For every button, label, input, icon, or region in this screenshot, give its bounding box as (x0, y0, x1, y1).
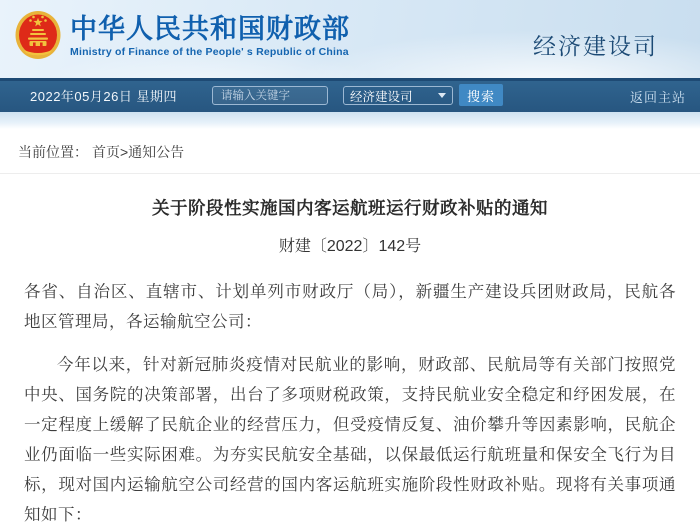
search-input[interactable] (212, 86, 328, 105)
breadcrumb (0, 129, 700, 174)
brand-text (70, 14, 350, 58)
current-date: 2022年05月26日 星期四 (30, 88, 177, 104)
department-name: 经济建设司 (533, 33, 658, 59)
breadcrumb-label: 当前位置： (18, 144, 88, 160)
chevron-down-icon (438, 93, 446, 98)
site-title-chinese: 中华人民共和国财政部 (70, 14, 350, 44)
site-title-english: Ministry of Finance of the People' s Republic of China (70, 46, 349, 58)
site-header (0, 0, 700, 78)
document-number: 财建〔2022〕142号 (278, 238, 422, 255)
toolbar (0, 78, 700, 112)
body-paragraph: 今年以来，针对新冠肺炎疫情对民航业的影响，财政部、民航局等有关部门按照党中央、国务院的决策部署，出台了多项财税政策，支持民航业安全稳定和纾困发展，在一定程度上缓解了民航企业的经营压力，但受疫情反复、油价攀升等因素影响，民航企业仍面临一些实际困难。为夯实民航安全基础，以保最低运行航班量和保安全飞行为目标，现对国内运输航空公司经营的国内客运航班实施阶段性财政补贴。现将有关事项通知如下： (24, 356, 676, 523)
search-button[interactable]: 搜索 (459, 84, 503, 106)
sky-strip (0, 112, 700, 129)
category-select-value: 经济建设司 (350, 89, 413, 104)
notice-document (0, 195, 700, 523)
category-select[interactable] (343, 86, 453, 105)
national-emblem-icon (14, 10, 62, 62)
ministry-brand (14, 10, 350, 62)
breadcrumb-path[interactable]: 首页>通知公告 (92, 144, 185, 160)
notice-title: 关于阶段性实施国内客运航班运行财政补贴的通知 (152, 198, 548, 218)
salutation-paragraph: 各省、自治区、直辖市、计划单列市财政厅（局），新疆生产建设兵团财政局，民航各地区管理局，各运输航空公司： (24, 283, 676, 331)
back-to-main-link[interactable]: 返回主站 (629, 90, 686, 105)
